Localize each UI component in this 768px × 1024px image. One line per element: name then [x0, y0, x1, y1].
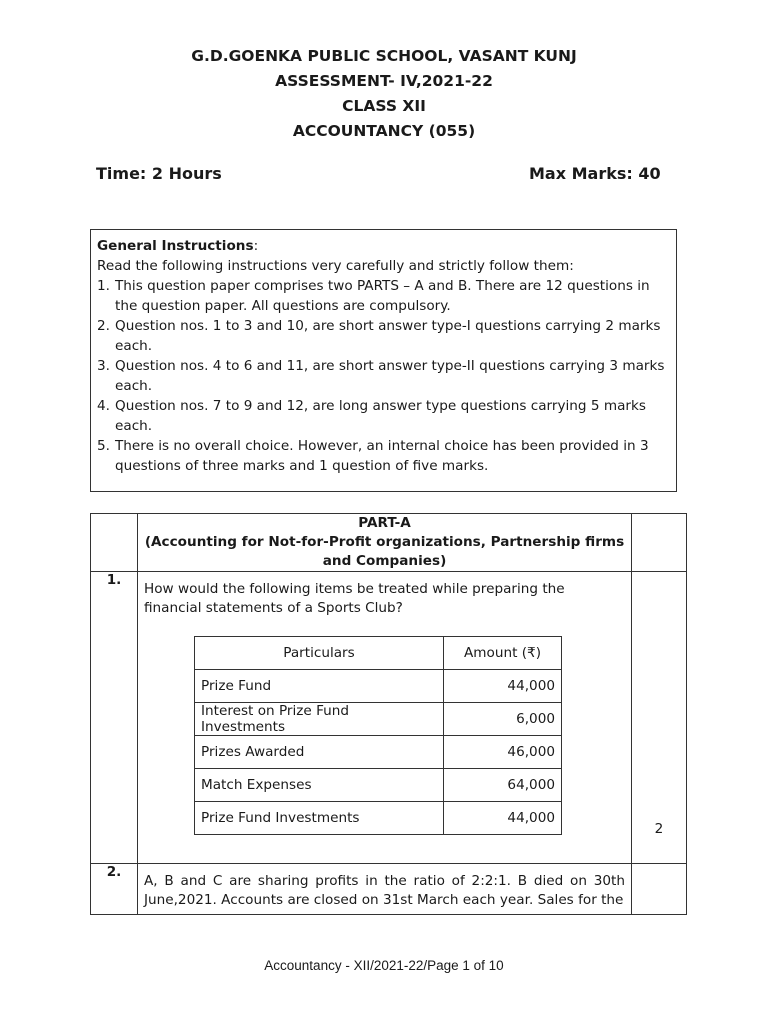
time-value: 2 Hours — [151, 164, 222, 183]
instructions-list — [97, 276, 670, 476]
amount-cell: 46,000 — [444, 736, 562, 769]
question-row — [91, 572, 687, 864]
table-row — [195, 802, 562, 835]
amount-cell: 64,000 — [444, 769, 562, 802]
assessment-title: ASSESSMENT- IV,2021-22 — [275, 72, 493, 90]
instruction-item: 2. Question nos. 1 to 3 and 10, are short answer type-I questions carrying 2 marks each. — [97, 318, 661, 354]
instruction-item: 1. This question paper comprises two PARTS – A and B. There are 12 questions in the question paper. All questions are compulsory. — [97, 278, 650, 314]
amount-cell: 6,000 — [444, 703, 562, 736]
time-info: Time: 2 Hours — [96, 164, 222, 183]
question-number: 1. — [91, 572, 138, 864]
particulars-table — [194, 636, 562, 835]
particular-cell: Match Expenses — [195, 769, 444, 802]
amount-cell: 44,000 — [444, 802, 562, 835]
question-number: 2. — [91, 864, 138, 915]
question-marks: 2 — [632, 572, 687, 864]
part-a-heading — [138, 514, 632, 572]
question-body — [138, 864, 632, 915]
particular-cell: Interest on Prize Fund Investments — [195, 703, 444, 736]
column-header-amount: Amount (₹) — [444, 637, 562, 670]
marks-label: Max Marks — [529, 164, 627, 183]
table-row — [195, 736, 562, 769]
particular-cell: Prize Fund — [195, 670, 444, 703]
subject-title: ACCOUNTANCY (055) — [292, 122, 476, 140]
instruction-item: 5. There is no overall choice. However, an internal choice has been provided in 3 questions of three marks and 1 question of five marks. — [97, 438, 649, 474]
instructions-title: General Instructions — [97, 238, 254, 254]
particular-cell: Prizes Awarded — [195, 736, 444, 769]
part-a-subtitle: (Accounting for Not-for-Profit organizations, Partnership firms and Companies) — [144, 534, 625, 569]
question-body — [138, 572, 632, 864]
question-text: A, B and C are sharing profits in the ratio of 2:2:1. B died on 30th June,2021. Accounts are closed on 31st March each year. Sales for the — [144, 873, 625, 908]
column-header-particulars: Particulars — [195, 637, 444, 670]
question-text: How would the following items be treated while preparing the financial statements of a Sports Club? — [144, 581, 565, 616]
marks-value: 40 — [638, 164, 661, 183]
document-header — [0, 44, 768, 144]
instruction-item: 3. Question nos. 4 to 6 and 11, are short answer type-II questions carrying 3 marks each. — [97, 358, 665, 394]
part-header-row — [91, 514, 687, 572]
table-row — [195, 670, 562, 703]
time-label: Time — [96, 164, 140, 183]
amount-cell: 44,000 — [444, 670, 562, 703]
page-footer: Accountancy - XII/2021-22/Page 1 of 10 — [264, 958, 504, 973]
general-instructions-box: General Instructions: Read the following instructions very carefully and strictly follow them: 1. This question paper comprises two PARTS – A and B. There are 12 questions in the question paper. All questions are compulsory. 2. Question nos. 1 to 3 and 10, are short answer type-I questions carrying 2 marks each. 3. Question nos. 4 to 6 and 11, are short answer type-II questions carrying 3 marks each. 4. Question nos. 7 to 9 and 12, are long answer type questions carrying 5 marks each. 5. There is no overall choice. However, an internal choice has been provided in 3 questions of three marks and 1 question of five marks. — [90, 229, 677, 492]
instructions-intro: Read the following instructions very carefully and strictly follow them: — [97, 258, 574, 274]
table-row — [195, 769, 562, 802]
school-name: G.D.GOENKA PUBLIC SCHOOL, VASANT KUNJ — [191, 47, 577, 65]
part-a-title: PART-A — [358, 515, 411, 531]
particular-cell: Prize Fund Investments — [195, 802, 444, 835]
questions-table — [90, 513, 687, 915]
table-row — [195, 703, 562, 736]
instruction-item: 4. Question nos. 7 to 9 and 12, are long answer type questions carrying 5 marks each. — [97, 398, 646, 434]
question-row — [91, 864, 687, 915]
particulars-header-row — [195, 637, 562, 670]
class-title: CLASS XII — [342, 97, 426, 115]
max-marks-info: Max Marks: 40 — [529, 164, 661, 183]
